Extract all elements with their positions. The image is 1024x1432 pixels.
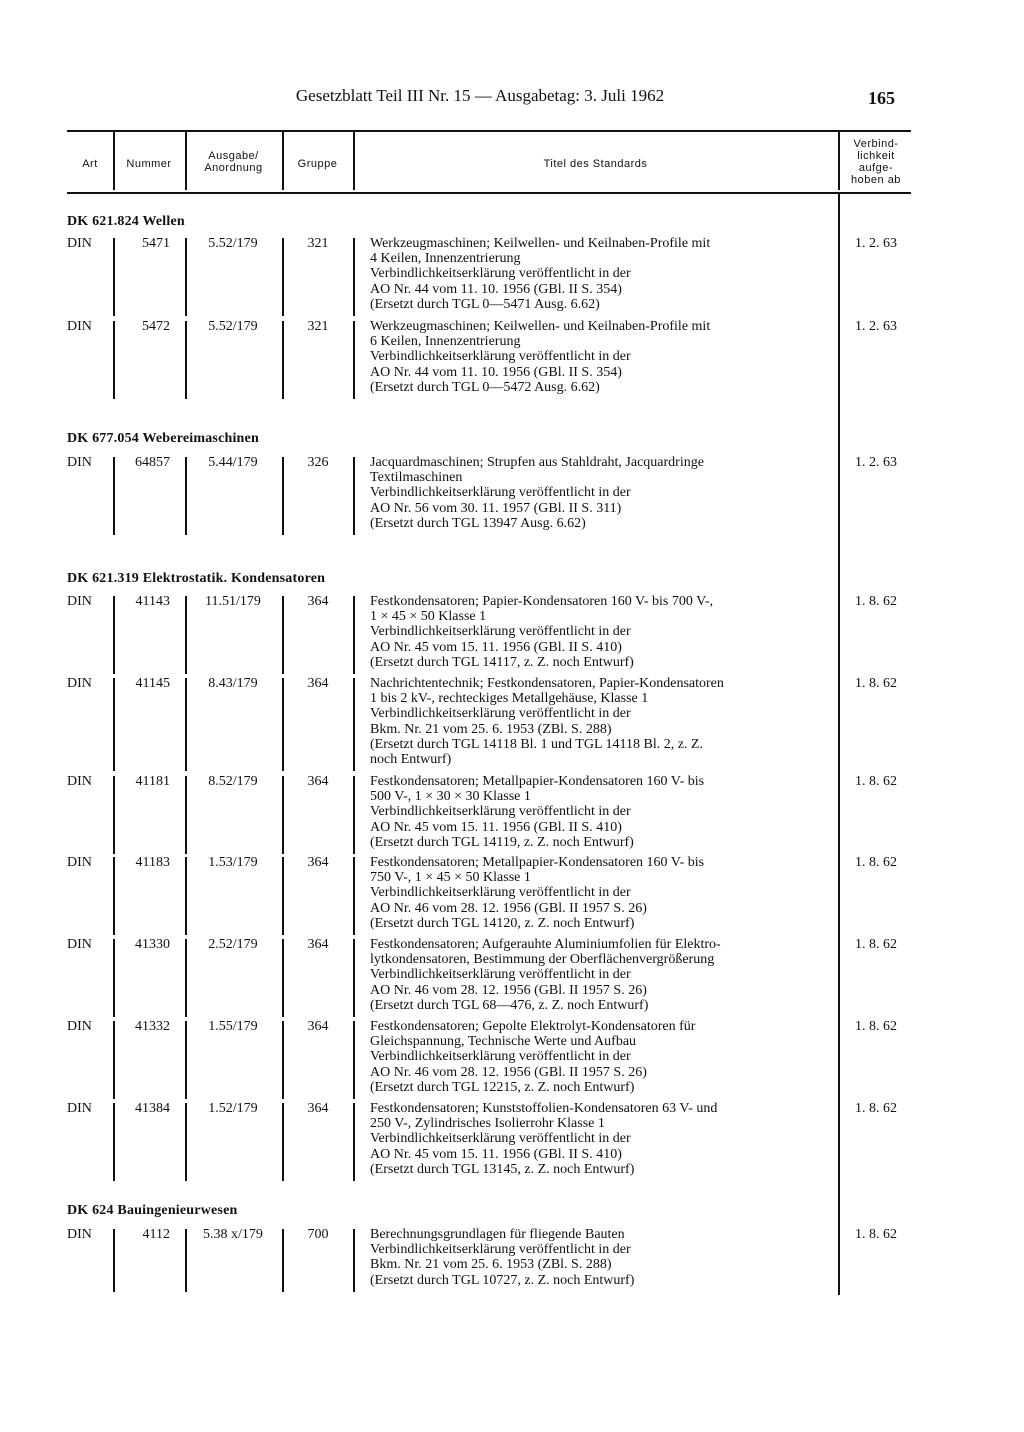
row-titel-line: Festkondensatoren; Kunststoffolien-Kondensatoren 63 V- und	[370, 1101, 718, 1116]
row-titel-line: 250 V-, Zylindrisches Isolierrohr Klasse 1	[370, 1116, 605, 1132]
row-gruppe: 326	[307, 455, 329, 470]
row-art: DIN	[67, 855, 92, 870]
row-titel-line: Verbindlichkeitserklärung veröffentlicht in der	[370, 1049, 631, 1065]
row-titel-line: (Ersetzt durch TGL 14120, z. Z. noch Entwurf)	[370, 915, 635, 931]
row-verbindlichkeit: 1. 2. 63	[855, 236, 897, 251]
row-ausgabe: 5.52/179	[208, 236, 258, 251]
row-titel-line: AO Nr. 45 vom 15. 11. 1956 (GBl. II S. 410)	[370, 819, 622, 835]
column-rule	[282, 1021, 284, 1099]
row-gruppe: 364	[307, 937, 329, 952]
row-art: DIN	[67, 676, 92, 691]
row-gruppe: 364	[307, 676, 329, 691]
row-titel-line: AO Nr. 44 vom 11. 10. 1956 (GBl. II S. 354)	[370, 364, 622, 380]
row-titel-line: (Ersetzt durch TGL 0—5471 Ausg. 6.62)	[370, 296, 600, 312]
column-header-ausgabe-line: Ausgabe/	[208, 150, 259, 162]
row-gruppe: 364	[307, 1019, 329, 1034]
row-titel-line: AO Nr. 45 vom 15. 11. 1956 (GBl. II S. 410)	[370, 1146, 622, 1162]
row-art: DIN	[67, 774, 92, 789]
row-titel-line: 1 bis 2 kV-, rechteckiges Metallgehäuse, Klasse 1	[370, 691, 649, 707]
row-titel-line: Festkondensatoren; Aufgerauhte Aluminiumfolien für Elektro-	[370, 937, 721, 952]
row-titel	[370, 774, 835, 850]
page-header-title: Gesetzblatt Teil III Nr. 15 — Ausgabetag: 3. Juli 1962	[295, 86, 665, 105]
column-rule	[282, 1229, 284, 1292]
section-heading: DK 621.319 Elektrostatik. Kondensatoren	[67, 571, 326, 586]
column-header-verbindlichkeit-line: lichkeit	[857, 150, 895, 162]
row-art: DIN	[67, 937, 92, 952]
row-ausgabe: 1.55/179	[208, 1019, 258, 1034]
column-header-ausgabe-line: Anordnung	[204, 162, 263, 174]
column-header-ausgabe	[185, 150, 282, 174]
row-gruppe: 364	[307, 1101, 329, 1116]
column-rule	[113, 776, 115, 854]
row-titel	[370, 676, 835, 767]
row-titel	[370, 236, 835, 312]
row-titel-line: Verbindlichkeitserklärung veröffentlicht in der	[370, 1131, 631, 1147]
verbindlichkeit-column-rule	[838, 193, 840, 1295]
column-rule	[282, 1103, 284, 1181]
row-gruppe: 364	[307, 855, 329, 870]
table-top-rule	[67, 130, 911, 132]
row-titel-line: Verbindlichkeitserklärung veröffentlicht in der	[370, 624, 631, 640]
column-rule	[353, 1103, 355, 1181]
row-verbindlichkeit: 1. 8. 62	[855, 774, 897, 789]
row-ausgabe: 5.52/179	[208, 319, 258, 334]
row-ausgabe: 1.52/179	[208, 1101, 258, 1116]
column-rule	[353, 857, 355, 935]
column-rule	[353, 1021, 355, 1099]
table-header-bottom-rule	[67, 192, 911, 194]
row-ausgabe: 11.51/179	[205, 594, 261, 609]
row-titel-line: AO Nr. 46 vom 28. 12. 1956 (GBl. II 1957 S. 26)	[370, 1064, 647, 1080]
page-number: 165	[868, 88, 895, 108]
row-titel-line: Gleichspannung, Technische Werte und Aufbau	[370, 1034, 637, 1050]
row-verbindlichkeit: 1. 2. 63	[855, 319, 897, 334]
row-titel	[370, 937, 835, 1013]
column-rule	[113, 939, 115, 1017]
column-header-verbindlichkeit	[838, 138, 914, 186]
row-titel-line: Nachrichtentechnik; Festkondensatoren, Papier-Kondensatoren	[370, 676, 724, 691]
column-rule	[113, 321, 115, 399]
row-titel-line: (Ersetzt durch TGL 14117, z. Z. noch Entwurf)	[370, 654, 634, 670]
row-titel	[370, 1019, 835, 1095]
column-rule	[185, 321, 187, 399]
column-rule	[282, 457, 284, 535]
row-titel	[370, 319, 835, 395]
column-rule	[185, 857, 187, 935]
column-header-verbindlichkeit-line: hoben ab	[851, 174, 901, 186]
column-rule	[353, 939, 355, 1017]
row-titel-line: Textilmaschinen	[370, 470, 463, 486]
row-titel-line: Verbindlichkeitserklärung veröffentlicht in der	[370, 349, 631, 365]
row-titel-line: Festkondensatoren; Metallpapier-Kondensatoren 160 V- bis	[370, 855, 705, 870]
row-titel-line: AO Nr. 44 vom 11. 10. 1956 (GBl. II S. 354)	[370, 281, 622, 297]
column-rule	[185, 939, 187, 1017]
column-rule	[353, 596, 355, 674]
row-titel-line: (Ersetzt durch TGL 14119, z. Z. noch Entwurf)	[370, 834, 634, 850]
column-rule	[185, 596, 187, 674]
column-header-verbindlichkeit-line: Verbind-	[853, 138, 899, 150]
row-titel-line: Verbindlichkeitserklärung veröffentlicht in der	[370, 967, 631, 983]
column-rule	[113, 1021, 115, 1099]
column-rule	[353, 1229, 355, 1292]
row-nummer: 41384	[135, 1101, 170, 1116]
row-verbindlichkeit: 1. 8. 62	[855, 594, 897, 609]
row-nummer: 5471	[142, 236, 170, 251]
row-ausgabe: 5.38 x/179	[203, 1227, 263, 1242]
column-rule	[185, 1103, 187, 1181]
column-header-titel: Titel des Standards	[543, 158, 648, 170]
row-titel-line: AO Nr. 46 vom 28. 12. 1956 (GBl. II 1957 S. 26)	[370, 900, 647, 916]
row-nummer: 41183	[135, 855, 170, 870]
row-verbindlichkeit: 1. 8. 62	[855, 676, 897, 691]
row-gruppe: 364	[307, 774, 329, 789]
row-titel-line: 4 Keilen, Innenzentrierung	[370, 251, 521, 267]
row-titel-line: (Ersetzt durch TGL 14118 Bl. 1 und TGL 14118 Bl. 2, z. Z.	[370, 736, 703, 752]
column-rule	[353, 238, 355, 316]
column-rule	[185, 238, 187, 316]
row-titel-line: 1 × 45 × 50 Klasse 1	[370, 609, 487, 625]
row-nummer: 64857	[135, 455, 170, 470]
row-verbindlichkeit: 1. 8. 62	[855, 1019, 897, 1034]
column-rule	[113, 857, 115, 935]
row-verbindlichkeit: 1. 2. 63	[855, 455, 897, 470]
row-titel-line: (Ersetzt durch TGL 0—5472 Ausg. 6.62)	[370, 379, 600, 395]
column-rule	[353, 678, 355, 771]
section-heading: DK 677.054 Webereimaschinen	[67, 431, 259, 446]
row-titel	[370, 594, 835, 670]
column-rule	[282, 678, 284, 771]
column-rule	[353, 776, 355, 854]
column-rule	[282, 596, 284, 674]
row-ausgabe: 2.52/179	[208, 937, 258, 952]
row-titel-line: (Ersetzt durch TGL 68—476, z. Z. noch Entwurf)	[370, 997, 649, 1013]
row-titel-line: noch Entwurf)	[370, 752, 452, 768]
row-titel	[370, 455, 835, 531]
row-titel	[370, 1101, 835, 1177]
column-rule	[113, 1103, 115, 1181]
row-titel-line: AO Nr. 56 vom 30. 11. 1957 (GBl. II S. 311)	[370, 500, 622, 516]
column-rule	[282, 857, 284, 935]
row-titel-line: (Ersetzt durch TGL 13947 Ausg. 6.62)	[370, 515, 586, 531]
row-ausgabe: 5.44/179	[208, 455, 258, 470]
row-titel-line: (Ersetzt durch TGL 12215, z. Z. noch Entwurf)	[370, 1079, 635, 1095]
row-ausgabe: 8.52/179	[208, 774, 258, 789]
row-titel-line: lytkondensatoren, Bestimmung der Oberflächenvergrößerung	[370, 952, 715, 968]
row-gruppe: 700	[307, 1227, 329, 1242]
column-rule	[185, 457, 187, 535]
row-art: DIN	[67, 1019, 92, 1034]
row-verbindlichkeit: 1. 8. 62	[855, 1101, 897, 1116]
row-verbindlichkeit: 1. 8. 62	[855, 1227, 897, 1242]
row-titel-line: Verbindlichkeitserklärung veröffentlicht in der	[370, 266, 631, 282]
row-nummer: 41181	[135, 774, 170, 789]
row-titel-line: AO Nr. 45 vom 15. 11. 1956 (GBl. II S. 410)	[370, 639, 622, 655]
column-rule	[113, 678, 115, 771]
row-titel-line: Werkzeugmaschinen; Keilwellen- und Keilnaben-Profile mit	[370, 236, 711, 251]
column-rule	[282, 939, 284, 1017]
column-rule	[113, 457, 115, 535]
row-titel-line: (Ersetzt durch TGL 13145, z. Z. noch Entwurf)	[370, 1161, 635, 1177]
row-titel-line: Bkm. Nr. 21 vom 25. 6. 1953 (ZBl. S. 288)	[370, 721, 612, 737]
row-titel-line: (Ersetzt durch TGL 10727, z. Z. noch Entwurf)	[370, 1272, 635, 1288]
column-rule	[113, 1229, 115, 1292]
row-titel-line: Verbindlichkeitserklärung veröffentlicht in der	[370, 485, 631, 501]
row-titel-line: Verbindlichkeitserklärung veröffentlicht in der	[370, 1242, 631, 1258]
column-header-nummer: Nummer	[126, 158, 172, 170]
row-titel-line: 6 Keilen, Innenzentrierung	[370, 334, 521, 350]
column-rule	[185, 1021, 187, 1099]
row-titel	[370, 1227, 835, 1288]
row-art: DIN	[67, 1101, 92, 1116]
column-rule	[185, 678, 187, 771]
row-titel-line: Berechnungsgrundlagen für fliegende Bauten	[370, 1227, 625, 1242]
row-titel-line: Verbindlichkeitserklärung veröffentlicht in der	[370, 706, 631, 722]
column-rule	[353, 457, 355, 535]
row-art: DIN	[67, 1227, 92, 1242]
column-header-gruppe: Gruppe	[297, 158, 338, 170]
section-heading: DK 621.824 Wellen	[67, 214, 185, 229]
row-nummer: 41145	[135, 676, 170, 691]
row-art: DIN	[67, 455, 92, 470]
column-rule	[113, 238, 115, 316]
row-titel-line: AO Nr. 46 vom 28. 12. 1956 (GBl. II 1957 S. 26)	[370, 982, 647, 998]
section-heading: DK 624 Bauingenieurwesen	[67, 1203, 238, 1218]
row-nummer: 4112	[142, 1227, 170, 1242]
column-rule	[282, 776, 284, 854]
row-titel-line: Verbindlichkeitserklärung veröffentlicht in der	[370, 804, 631, 820]
column-rule	[282, 321, 284, 399]
column-rule	[113, 596, 115, 674]
row-art: DIN	[67, 319, 92, 334]
row-gruppe: 321	[307, 236, 329, 251]
row-ausgabe: 1.53/179	[208, 855, 258, 870]
row-art: DIN	[67, 236, 92, 251]
row-titel-line: 750 V-, 1 × 45 × 50 Klasse 1	[370, 870, 531, 886]
row-titel-line: Jacquardmaschinen; Strupfen aus Stahldraht, Jacquardringe	[370, 455, 704, 470]
row-titel-line: Festkondensatoren; Papier-Kondensatoren 160 V- bis 700 V-,	[370, 594, 714, 609]
row-art: DIN	[67, 594, 92, 609]
column-header-verbindlichkeit-line: aufge-	[858, 162, 894, 174]
row-gruppe: 321	[307, 319, 329, 334]
row-nummer: 41330	[135, 937, 170, 952]
row-verbindlichkeit: 1. 8. 62	[855, 937, 897, 952]
row-titel	[370, 855, 835, 931]
row-titel-line: 500 V-, 1 × 30 × 30 Klasse 1	[370, 789, 531, 805]
column-rule	[185, 1229, 187, 1292]
row-titel-line: Festkondensatoren; Metallpapier-Kondensatoren 160 V- bis	[370, 774, 705, 789]
row-gruppe: 364	[307, 594, 329, 609]
row-nummer: 5472	[142, 319, 170, 334]
row-nummer: 41332	[135, 1019, 170, 1034]
column-rule	[282, 238, 284, 316]
column-rule	[353, 321, 355, 399]
column-rule	[185, 776, 187, 854]
row-titel-line: Festkondensatoren; Gepolte Elektrolyt-Kondensatoren für	[370, 1019, 696, 1034]
row-nummer: 41143	[135, 594, 170, 609]
row-verbindlichkeit: 1. 8. 62	[855, 855, 897, 870]
row-titel-line: Werkzeugmaschinen; Keilwellen- und Keilnaben-Profile mit	[370, 319, 711, 334]
row-ausgabe: 8.43/179	[208, 676, 258, 691]
row-titel-line: Bkm. Nr. 21 vom 25. 6. 1953 (ZBl. S. 288)	[370, 1257, 612, 1273]
row-titel-line: Verbindlichkeitserklärung veröffentlicht in der	[370, 885, 631, 901]
column-header-art: Art	[82, 158, 98, 170]
